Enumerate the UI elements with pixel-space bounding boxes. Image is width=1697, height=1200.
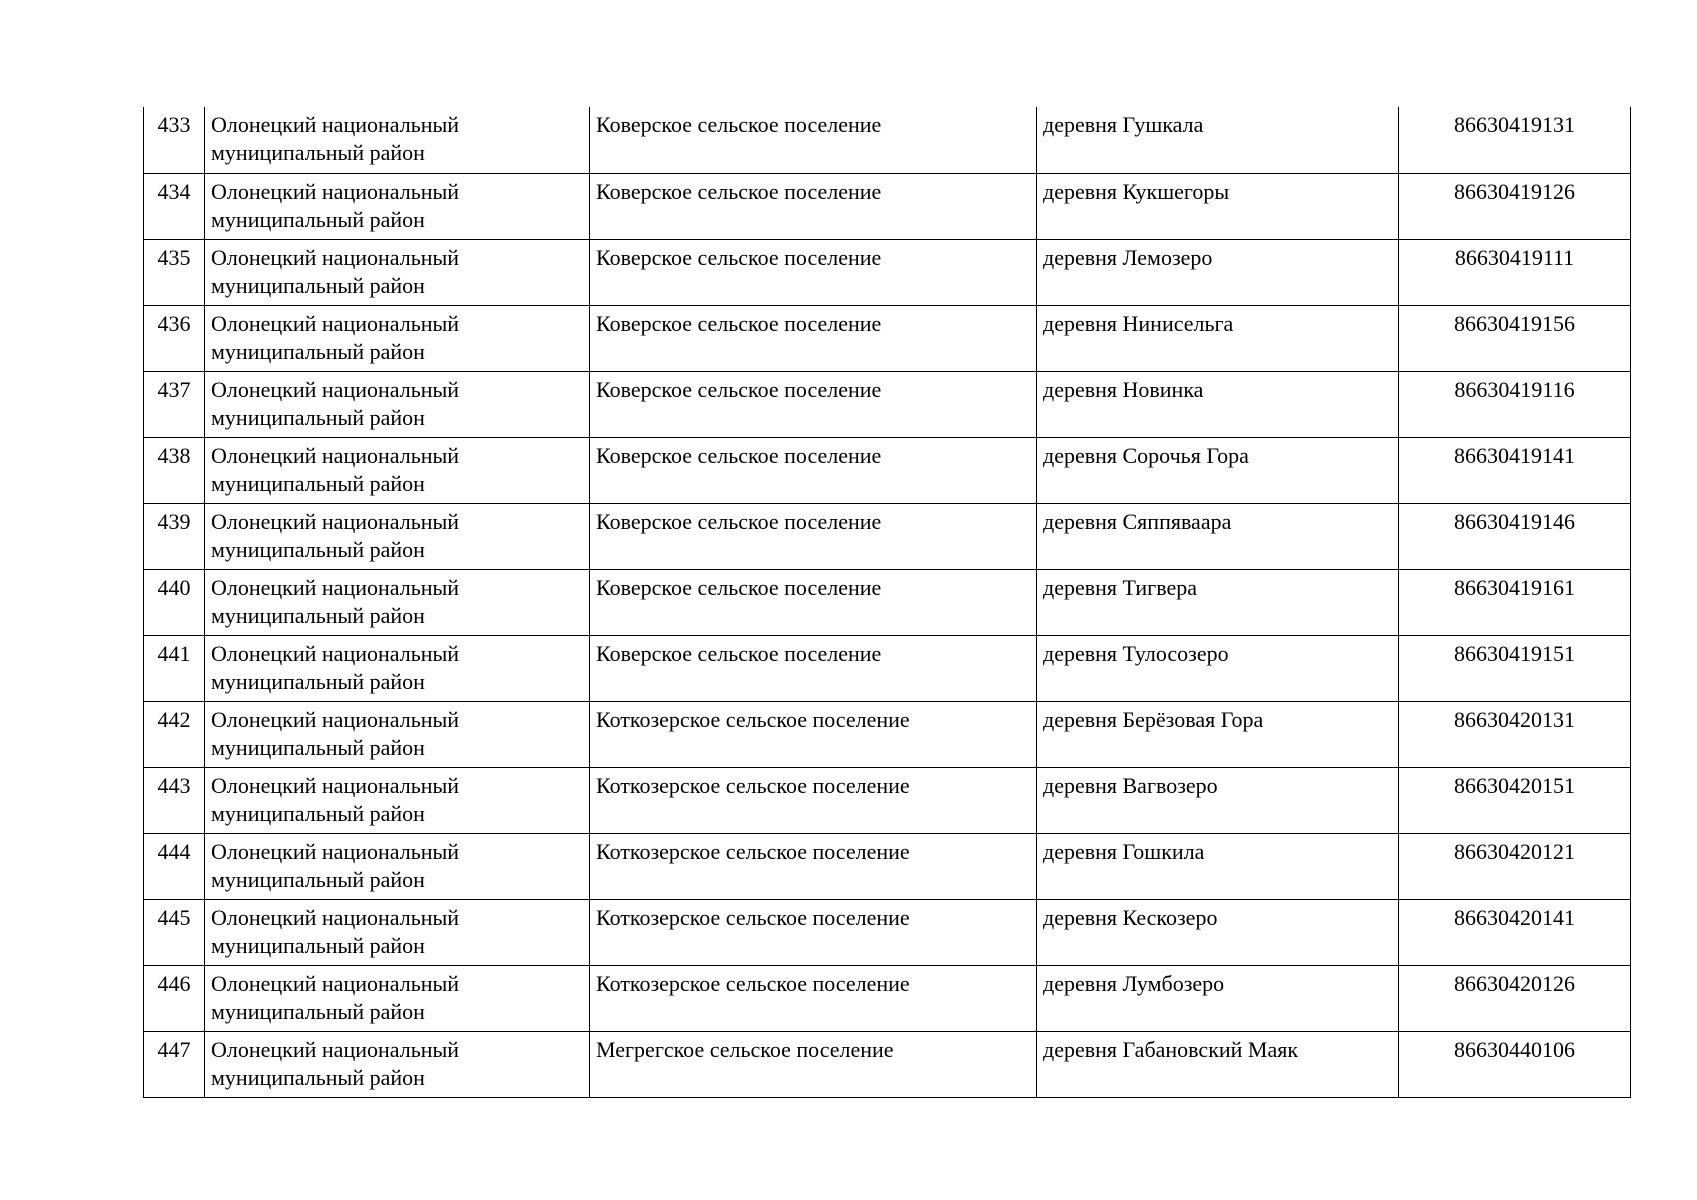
district-line-2: муниципальный район	[211, 734, 425, 760]
code-cell: 86630420151	[1399, 767, 1631, 833]
district-cell	[205, 305, 590, 371]
district-line-2: муниципальный район	[211, 272, 425, 298]
table-row	[144, 569, 1631, 635]
code-cell: 86630420141	[1399, 899, 1631, 965]
district-line-1: Олонецкий национальный	[211, 1036, 460, 1062]
district-line-2: муниципальный район	[211, 140, 425, 165]
row-number: 443	[144, 767, 205, 833]
district-cell	[205, 899, 590, 965]
district-cell	[205, 437, 590, 503]
table-row	[144, 107, 1631, 173]
locality-cell: деревня Сорочья Гора	[1037, 437, 1399, 503]
table-row	[144, 767, 1631, 833]
code-cell: 86630419111	[1399, 239, 1631, 305]
table-row	[144, 239, 1631, 305]
locality-cell: деревня Кескозеро	[1037, 899, 1399, 965]
district-cell	[205, 107, 590, 173]
row-number: 441	[144, 635, 205, 701]
row-number: 435	[144, 239, 205, 305]
district-line-1: Олонецкий национальный	[211, 706, 460, 732]
row-number: 438	[144, 437, 205, 503]
locality-cell: деревня Сяппяваара	[1037, 503, 1399, 569]
district-line-2: муниципальный район	[211, 206, 425, 232]
district-line-2: муниципальный район	[211, 998, 425, 1024]
district-line-2: муниципальный район	[211, 602, 425, 628]
locality-cell: деревня Лемозеро	[1037, 239, 1399, 305]
table-row	[144, 1031, 1631, 1097]
table-row	[144, 965, 1631, 1031]
district-cell	[205, 569, 590, 635]
locality-cell: деревня Берёзовая Гора	[1037, 701, 1399, 767]
settlement-cell: Коверское сельское поселение	[590, 437, 1037, 503]
table-row	[144, 173, 1631, 239]
row-number: 445	[144, 899, 205, 965]
settlement-cell: Коверское сельское поселение	[590, 305, 1037, 371]
locality-cell: деревня Кукшегоры	[1037, 173, 1399, 239]
settlement-cell: Коверское сельское поселение	[590, 371, 1037, 437]
code-cell: 86630420126	[1399, 965, 1631, 1031]
district-cell	[205, 833, 590, 899]
table-body	[144, 107, 1631, 1097]
settlement-cell: Коверское сельское поселение	[590, 107, 1037, 173]
district-line-2: муниципальный район	[211, 536, 425, 562]
locality-cell: деревня Вагвозеро	[1037, 767, 1399, 833]
code-cell: 86630420131	[1399, 701, 1631, 767]
district-line-1: Олонецкий национальный	[211, 310, 460, 336]
locality-cell: деревня Нинисельга	[1037, 305, 1399, 371]
row-number: 444	[144, 833, 205, 899]
district-cell	[205, 371, 590, 437]
table-row	[144, 635, 1631, 701]
code-cell: 86630419161	[1399, 569, 1631, 635]
code-cell: 86630419156	[1399, 305, 1631, 371]
district-line-1: Олонецкий национальный	[211, 970, 460, 996]
district-line-1: Олонецкий национальный	[211, 244, 460, 270]
district-cell	[205, 965, 590, 1031]
table-row	[144, 899, 1631, 965]
district-line-2: муниципальный район	[211, 470, 425, 496]
code-cell: 86630419131	[1399, 107, 1631, 173]
district-line-2: муниципальный район	[211, 800, 425, 826]
district-line-2: муниципальный район	[211, 668, 425, 694]
settlement-cell: Коткозерское сельское поселение	[590, 833, 1037, 899]
settlement-cell: Коткозерское сельское поселение	[590, 767, 1037, 833]
code-cell: 86630419146	[1399, 503, 1631, 569]
district-line-2: муниципальный район	[211, 404, 425, 430]
district-line-2: муниципальный район	[211, 932, 425, 958]
settlement-cell: Коверское сельское поселение	[590, 239, 1037, 305]
code-cell: 86630419151	[1399, 635, 1631, 701]
row-number: 446	[144, 965, 205, 1031]
district-cell	[205, 173, 590, 239]
settlement-cell: Коверское сельское поселение	[590, 503, 1037, 569]
locality-cell: деревня Гушкала	[1037, 107, 1399, 173]
district-cell	[205, 701, 590, 767]
settlements-table	[143, 107, 1631, 1098]
table-row	[144, 305, 1631, 371]
code-cell: 86630419126	[1399, 173, 1631, 239]
district-cell	[205, 239, 590, 305]
row-number: 440	[144, 569, 205, 635]
table-row	[144, 371, 1631, 437]
locality-cell: деревня Габановский Маяк	[1037, 1031, 1399, 1097]
district-line-1: Олонецкий национальный	[211, 178, 460, 204]
locality-cell: деревня Тигвера	[1037, 569, 1399, 635]
locality-cell: деревня Гошкила	[1037, 833, 1399, 899]
locality-cell: деревня Лумбозеро	[1037, 965, 1399, 1031]
settlement-cell: Коверское сельское поселение	[590, 635, 1037, 701]
settlement-cell: Коткозерское сельское поселение	[590, 701, 1037, 767]
district-line-1: Олонецкий национальный	[211, 442, 460, 468]
table-row	[144, 833, 1631, 899]
settlement-cell: Мегрегское сельское поселение	[590, 1031, 1037, 1097]
district-line-2: муниципальный район	[211, 338, 425, 364]
row-number: 442	[144, 701, 205, 767]
district-line-2: муниципальный район	[211, 866, 425, 892]
code-cell: 86630419116	[1399, 371, 1631, 437]
district-cell	[205, 767, 590, 833]
settlement-cell: Коверское сельское поселение	[590, 569, 1037, 635]
district-line-1: Олонецкий национальный	[211, 376, 460, 402]
district-cell	[205, 1031, 590, 1097]
settlement-cell: Коверское сельское поселение	[590, 173, 1037, 239]
locality-cell: деревня Новинка	[1037, 371, 1399, 437]
table-row	[144, 503, 1631, 569]
row-number: 447	[144, 1031, 205, 1097]
code-cell: 86630419141	[1399, 437, 1631, 503]
table-row	[144, 701, 1631, 767]
table-row	[144, 437, 1631, 503]
code-cell: 86630440106	[1399, 1031, 1631, 1097]
row-number: 437	[144, 371, 205, 437]
row-number: 439	[144, 503, 205, 569]
settlement-cell: Коткозерское сельское поселение	[590, 899, 1037, 965]
district-line-1: Олонецкий национальный	[211, 772, 460, 798]
district-cell	[205, 635, 590, 701]
district-line-1: Олонецкий национальный	[211, 508, 460, 534]
row-number: 436	[144, 305, 205, 371]
row-number: 434	[144, 173, 205, 239]
locality-cell: деревня Тулосозеро	[1037, 635, 1399, 701]
district-line-1: Олонецкий национальный	[211, 640, 460, 666]
settlement-cell: Коткозерское сельское поселение	[590, 965, 1037, 1031]
row-number: 433	[144, 107, 205, 173]
district-line-1: Олонецкий национальный	[211, 838, 460, 864]
district-cell	[205, 503, 590, 569]
code-cell: 86630420121	[1399, 833, 1631, 899]
district-line-2: муниципальный район	[211, 1064, 425, 1090]
district-line-1: Олонецкий национальный	[211, 574, 460, 600]
district-line-1: Олонецкий национальный	[211, 112, 460, 137]
district-line-1: Олонецкий национальный	[211, 904, 460, 930]
